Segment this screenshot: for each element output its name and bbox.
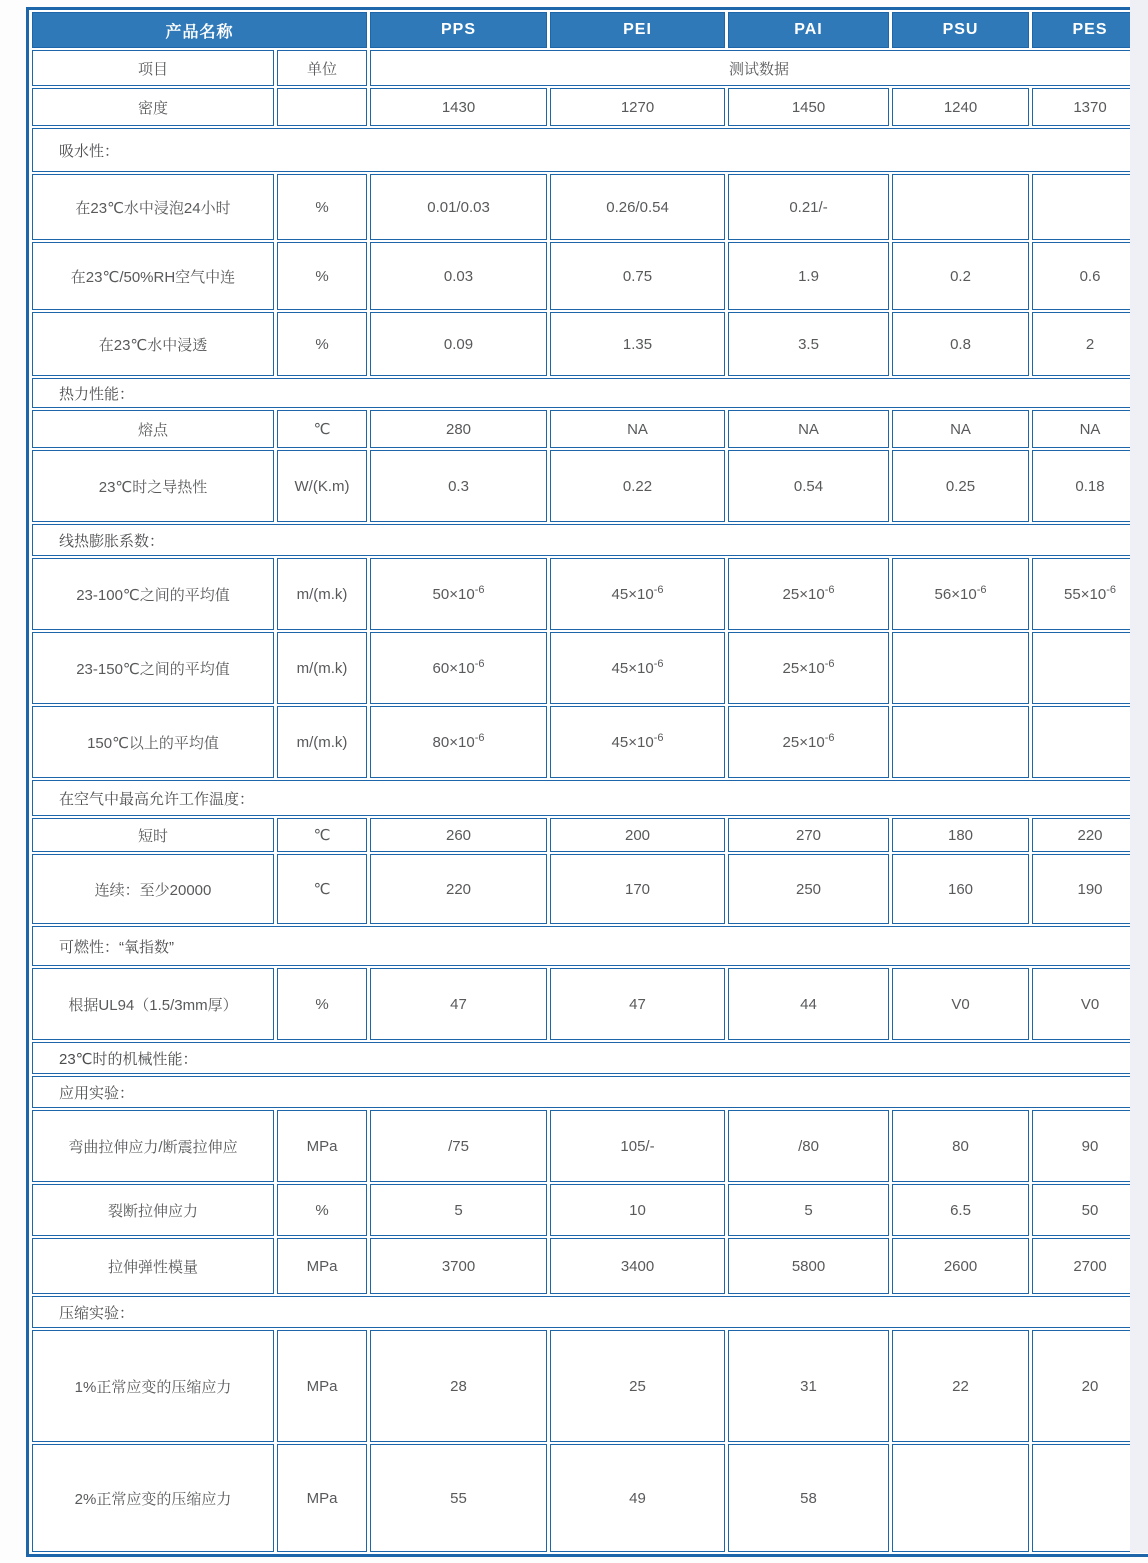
section-label: 应用实验：	[32, 1076, 1148, 1108]
row-unit: MPa	[277, 1238, 367, 1294]
table-row	[32, 312, 1148, 376]
cell-value: 0.25	[892, 450, 1029, 522]
row-unit: W/(K.m)	[277, 450, 367, 522]
section-label: 可燃性：“氧指数”	[32, 926, 1148, 966]
column-header-pes: PES	[1032, 12, 1148, 48]
test-data-header: 测试数据	[370, 50, 1148, 86]
cell-value: 0.3	[370, 450, 547, 522]
table-row	[32, 174, 1148, 240]
section-row	[32, 1076, 1148, 1108]
cell-value: 5800	[728, 1238, 889, 1294]
cell-value: $45\times 10^{-6}$	[550, 632, 725, 704]
row-label: 在23℃/50%RH空气中连	[32, 242, 274, 310]
row-label: 弯曲拉伸应力/断震拉伸应	[32, 1110, 274, 1182]
row-unit: ℃	[277, 818, 367, 852]
cell-value: 55	[370, 1444, 547, 1552]
cell-value: 0.03	[370, 242, 547, 310]
row-label: 23-150℃之间的平均值	[32, 632, 274, 704]
row-label: 短时	[32, 818, 274, 852]
table-row	[32, 450, 1148, 522]
cell-value: 260	[370, 818, 547, 852]
cell-value: 22	[892, 1330, 1029, 1442]
row-unit: m/(m.k)	[277, 558, 367, 630]
cell-value: 0.75	[550, 242, 725, 310]
table-row	[32, 1238, 1148, 1294]
table-row	[32, 1444, 1148, 1552]
column-header-pps: PPS	[370, 12, 547, 48]
section-row	[32, 780, 1148, 816]
row-unit	[277, 88, 367, 126]
section-row	[32, 524, 1148, 556]
cell-value: 0.26/0.54	[550, 174, 725, 240]
table-row	[32, 968, 1148, 1040]
table-row	[32, 818, 1148, 852]
row-unit: ℃	[277, 854, 367, 924]
cell-value: 280	[370, 410, 547, 448]
cell-value: 47	[550, 968, 725, 1040]
products-header-row	[32, 12, 1148, 48]
section-label: 线热膨胀系数：	[32, 524, 1148, 556]
cell-value: V0	[892, 968, 1029, 1040]
cell-value: $45\times 10^{-6}$	[550, 706, 725, 778]
cell-value: 2600	[892, 1238, 1029, 1294]
cell-value: 220	[1032, 818, 1148, 852]
cell-value: 50	[1032, 1184, 1148, 1236]
row-label: 在23℃水中浸泡24小时	[32, 174, 274, 240]
cell-value: 1450	[728, 88, 889, 126]
cell-value: 90	[1032, 1110, 1148, 1182]
cell-value: 270	[728, 818, 889, 852]
cell-value: 0.18	[1032, 450, 1148, 522]
cell-value: 0.8	[892, 312, 1029, 376]
cell-value: 25	[550, 1330, 725, 1442]
cell-value: NA	[728, 410, 889, 448]
cell-value	[892, 632, 1029, 704]
row-unit: MPa	[277, 1330, 367, 1442]
cell-value: V0	[1032, 968, 1148, 1040]
cell-value: $80\times 10^{-6}$	[370, 706, 547, 778]
cell-value: NA	[550, 410, 725, 448]
row-unit: %	[277, 312, 367, 376]
row-label: 裂断拉伸应力	[32, 1184, 274, 1236]
table-row	[32, 410, 1148, 448]
row-label: 150℃以上的平均值	[32, 706, 274, 778]
cell-value: 160	[892, 854, 1029, 924]
row-unit: MPa	[277, 1444, 367, 1552]
row-label: 熔点	[32, 410, 274, 448]
row-label: 23℃时之导热性	[32, 450, 274, 522]
cell-value: 5	[370, 1184, 547, 1236]
cell-value: 3400	[550, 1238, 725, 1294]
table-row	[32, 242, 1148, 310]
section-label: 热力性能：	[32, 378, 1148, 408]
section-label: 压缩实验：	[32, 1296, 1148, 1328]
cell-value: NA	[892, 410, 1029, 448]
cell-value: 190	[1032, 854, 1148, 924]
cell-value: 1240	[892, 88, 1029, 126]
cell-value: 58	[728, 1444, 889, 1552]
cell-value: 0.2	[892, 242, 1029, 310]
row-unit: %	[277, 968, 367, 1040]
cell-value: 220	[370, 854, 547, 924]
row-label: 拉伸弹性模量	[32, 1238, 274, 1294]
table-row	[32, 88, 1148, 126]
cell-value: 0.21/-	[728, 174, 889, 240]
cell-value: $25\times 10^{-6}$	[728, 558, 889, 630]
table-row	[32, 1330, 1148, 1442]
material-properties-table	[26, 7, 1148, 1557]
cell-value: 44	[728, 968, 889, 1040]
cell-value: 3700	[370, 1238, 547, 1294]
cell-value: 49	[550, 1444, 725, 1552]
cell-value: 1.9	[728, 242, 889, 310]
unit-column-header: 单位	[277, 50, 367, 86]
row-label: 2%正常应变的压缩应力	[32, 1444, 274, 1552]
row-unit: %	[277, 1184, 367, 1236]
row-label: 1%正常应变的压缩应力	[32, 1330, 274, 1442]
cell-value: 5	[728, 1184, 889, 1236]
cell-value: /75	[370, 1110, 547, 1182]
cell-value: 1430	[370, 88, 547, 126]
cell-value: 6.5	[892, 1184, 1029, 1236]
row-unit: %	[277, 242, 367, 310]
row-label: 在23℃水中浸透	[32, 312, 274, 376]
item-column-header: 项目	[32, 50, 274, 86]
section-row	[32, 926, 1148, 966]
row-label: 密度	[32, 88, 274, 126]
cell-value: 80	[892, 1110, 1029, 1182]
table-row	[32, 632, 1148, 704]
cell-value: 0.54	[728, 450, 889, 522]
cell-value: 10	[550, 1184, 725, 1236]
product-name-header: 产品名称	[32, 12, 367, 48]
cell-value	[892, 706, 1029, 778]
cell-value: $50\times 10^{-6}$	[370, 558, 547, 630]
cell-value: 0.6	[1032, 242, 1148, 310]
row-label: 23-100℃之间的平均值	[32, 558, 274, 630]
column-header-pei: PEI	[550, 12, 725, 48]
cell-value: 250	[728, 854, 889, 924]
section-label: 吸水性：	[32, 128, 1148, 172]
subheader-row	[32, 50, 1148, 86]
cell-value: 31	[728, 1330, 889, 1442]
row-label: 连续：至少20000	[32, 854, 274, 924]
section-label: 23℃时的机械性能：	[32, 1042, 1148, 1074]
row-label: 根据UL94（1.5/3mm厚）	[32, 968, 274, 1040]
section-row	[32, 378, 1148, 408]
cell-value: $25\times 10^{-6}$	[728, 632, 889, 704]
cell-value	[892, 1444, 1029, 1552]
table-body	[32, 88, 1148, 1552]
cell-value: /80	[728, 1110, 889, 1182]
cell-value: 0.22	[550, 450, 725, 522]
cell-value: 105/-	[550, 1110, 725, 1182]
row-unit: %	[277, 174, 367, 240]
cell-value: 0.09	[370, 312, 547, 376]
table-row	[32, 1184, 1148, 1236]
cell-value: $55\times 10^{-6}$	[1032, 558, 1148, 630]
cell-value: 3.5	[728, 312, 889, 376]
cell-value: $56\times 10^{-6}$	[892, 558, 1029, 630]
cell-value: 47	[370, 968, 547, 1040]
table-row	[32, 706, 1148, 778]
cell-value: 170	[550, 854, 725, 924]
column-header-psu: PSU	[892, 12, 1029, 48]
cell-value: 0.01/0.03	[370, 174, 547, 240]
cell-value	[892, 174, 1029, 240]
column-header-pai: PAI	[728, 12, 889, 48]
row-unit: m/(m.k)	[277, 632, 367, 704]
table-row	[32, 1110, 1148, 1182]
cell-value: NA	[1032, 410, 1148, 448]
section-label: 在空气中最高允许工作温度：	[32, 780, 1148, 816]
cell-value: 2700	[1032, 1238, 1148, 1294]
cell-value: 1270	[550, 88, 725, 126]
cell-value: $45\times 10^{-6}$	[550, 558, 725, 630]
cell-value: 20	[1032, 1330, 1148, 1442]
cell-value: 28	[370, 1330, 547, 1442]
row-unit: MPa	[277, 1110, 367, 1182]
cell-value: 2	[1032, 312, 1148, 376]
cell-value: 180	[892, 818, 1029, 852]
row-unit: ℃	[277, 410, 367, 448]
cell-value: 1.35	[550, 312, 725, 376]
cell-value: $25\times 10^{-6}$	[728, 706, 889, 778]
section-row	[32, 1296, 1148, 1328]
section-row	[32, 1042, 1148, 1074]
section-row	[32, 128, 1148, 172]
page-right-gutter	[1130, 0, 1148, 1553]
cell-value: 200	[550, 818, 725, 852]
row-unit: m/(m.k)	[277, 706, 367, 778]
table-row	[32, 854, 1148, 924]
table-row	[32, 558, 1148, 630]
cell-value: $60\times 10^{-6}$	[370, 632, 547, 704]
cell-value: 1370	[1032, 88, 1148, 126]
